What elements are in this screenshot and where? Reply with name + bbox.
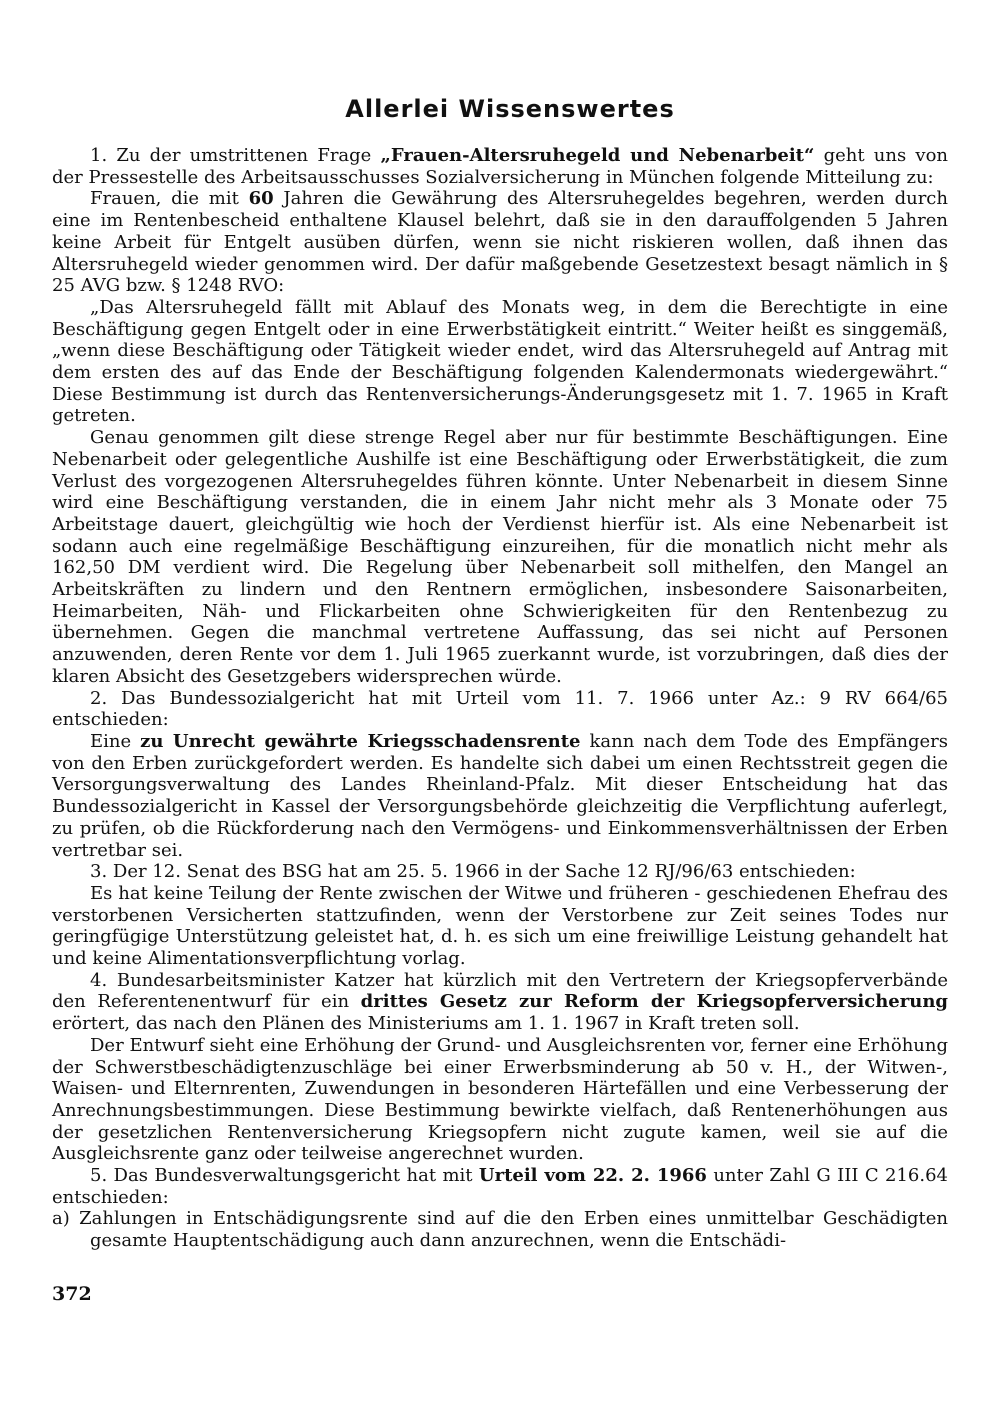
page-number: 372 [52, 1283, 92, 1305]
text-span: kann nach dem Tode des Empfängers von den Erben zurückgefordert werden. Es handelte sich dabei um einen Rechtsstreit gegen die Versorgungsverwaltung des Landes Rheinland-Pfalz. Mit dieser Entscheidung hat das Bundessozialgericht in Kassel der Versorgungsbehörde gleichzeitig die Verpflichtung auferlegt, zu prüfen, ob die Rückforderung nach den Vermögens- und Einkommensverhältnissen der Erben vertretbar sei. [52, 730, 948, 861]
article-body [52, 145, 948, 1252]
text-span: 5. Das Bundesverwaltungsgericht hat mit [90, 1165, 479, 1187]
text-span: geht uns von der Pressestelle des Arbeitsausschusses Sozialversicherung in München folgende Mitteilung zu: [52, 145, 948, 188]
bold-phrase: drittes Gesetz zur Reform der Kriegsopferversicherung [360, 991, 949, 1013]
paragraph-6 [52, 731, 948, 861]
paragraph-7: 3. Der 12. Senat des BSG hat am 25. 5. 1966 in der Sache 12 RJ/96/63 entschieden: [90, 861, 856, 883]
text-span: 1. Zu der umstrittenen Frage [90, 145, 381, 166]
bold-phrase: Urteil vom 22. 2. 1966 [478, 1165, 707, 1187]
paragraph-11 [52, 1165, 948, 1208]
paragraph-3: „Das Altersruhegeld fällt mit Ablauf des Monats weg, in dem die Berechtigte in eine Beschäftigung gegen Entgelt oder in eine Erwerbstätigkeit eintritt.“ Weiter heißt es singgemäß, „wenn diese Beschäftigung oder Tätigkeit wieder endet, wird das Altersruhegeld auf Antrag mit dem ersten des auf das Ende der Beschäftigung folgenden Kalendermonats wiedergewährt.“ Diese Bestimmung ist durch das Rentenversicherungs-Änderungsgesetz mit 1. 7. 1965 in Kraft getreten. [52, 296, 948, 427]
text-span: Jahren die Gewährung des Altersruhegeldes begehren, werden durch eine im Rentenbescheid enthaltene Klausel belehrt, daß sie in den darauffolgenden 5 Jahren keine Arbeit für Entgelt ausüben dürfen, wenn sie nicht riskieren wollen, daß ihnen das Altersruhegeld wieder genommen wird. Der dafür maßgebende Gesetzestext besagt nämlich in § 25 AVG bzw. § 1248 RVO: [52, 188, 948, 297]
paragraph-9 [52, 970, 948, 1035]
text-span: unter Zahl G III C 216.64 entschieden: [52, 1165, 948, 1208]
paragraph-10: Der Entwurf sieht eine Erhöhung der Grund- und Ausgleichsrenten vor, ferner eine Erhöhung der Schwerstbeschädigtenzuschläge bei einer Erwerbsminderung ab 50 v. H., der Witwen-, Waisen- und Elternrenten, Zuwendungen in besonderen Härtefällen und eine Verbesserung der Anrechnungsbestimmungen. Diese Bestimmung bewirkte vielfach, daß Rentenerhöhungen aus der gesetzlichen Rentenversicherung Kriegsopfern nicht zugute kamen, weil sie auf die Ausgleichsrente ganz oder teilweise angerechnet wurden. [52, 1034, 948, 1165]
text-span: Eine [90, 730, 141, 752]
paragraph-12: a) Zahlungen in Entschädigungsrente sind auf die den Erben eines unmittelbar Geschädigten gesamte Hauptentschädigung auch dann anzurechnen, wenn die Entschädi- [52, 1208, 948, 1252]
text-span: 4. Bundesarbeitsminister Katzer hat kürzlich mit den Vertretern der Kriegsopferverbände den Referentenentwurf für ein [52, 969, 948, 1013]
text-span: Frauen, die mit [90, 188, 249, 210]
paragraph-2 [52, 188, 948, 297]
bold-phrase: 60 [248, 188, 274, 210]
bold-phrase: zu Unrecht gewährte Kriegsschadensrente [140, 730, 581, 752]
page-title: Allerlei Wissenswertes [345, 95, 675, 123]
bold-phrase: „Frauen-Altersruhegeld und Nebenarbeit“ [380, 145, 815, 166]
paragraph-8: Es hat keine Teilung der Rente zwischen der Witwe und früheren - geschiedenen Ehefrau des verstorbenen Versicherten stattzufinden, wenn der Verstorbene zur Zeit seines Todes nur geringfügige Unterstützung geleistet hat, d. h. es sich um eine freiwillige Leistung gehandelt hat und keine Alimentationsverpflichtung vorlag. [52, 882, 948, 970]
text-span: erörtert, das nach den Plänen des Ministeriums am 1. 1. 1967 in Kraft treten soll. [52, 1013, 800, 1035]
paragraph-4: Genau genommen gilt diese strenge Regel aber nur für bestimmte Beschäftigungen. Eine Nebenarbeit oder gelegentliche Aushilfe ist eine Beschäftigung oder Erwerbstätigkeit, die zum Verlust des vorgezogenen Altersruhegeldes führen könnte. Unter Nebenarbeit in diesem Sinne wird eine Beschäftigung verstanden, die in einem Jahr nicht mehr als 3 Monate oder 75 Arbeitstage dauert, gleichgültig wie hoch der Verdienst hierfür ist. Als eine Nebenarbeit ist sodann auch eine regelmäßige Beschäftigung einzureihen, für die monatlich nicht mehr als 162,50 DM verdient wird. Die Regelung über Nebenarbeit soll mithelfen, den Mangel an Arbeitskräften zu lindern und den Rentnern ermöglichen, insbesondere Saisonarbeiten, Heimarbeiten, Näh- und Flickarbeiten ohne Schwierigkeiten für den Rentenbezug zu übernehmen. Gegen die manchmal vertretene Auffassung, das sei nicht auf Personen anzuwenden, deren Rente vor dem 1. Juli 1965 zuerkannt wurde, ist vorzubringen, daß dies der klaren Absicht des Gesetzgebers widersprechen würde. [52, 427, 948, 687]
paragraph-1 [52, 145, 948, 188]
paragraph-5: 2. Das Bundessozialgericht hat mit Urteil vom 11. 7. 1966 unter Az.: 9 RV 664/65 entschieden: [52, 687, 948, 731]
